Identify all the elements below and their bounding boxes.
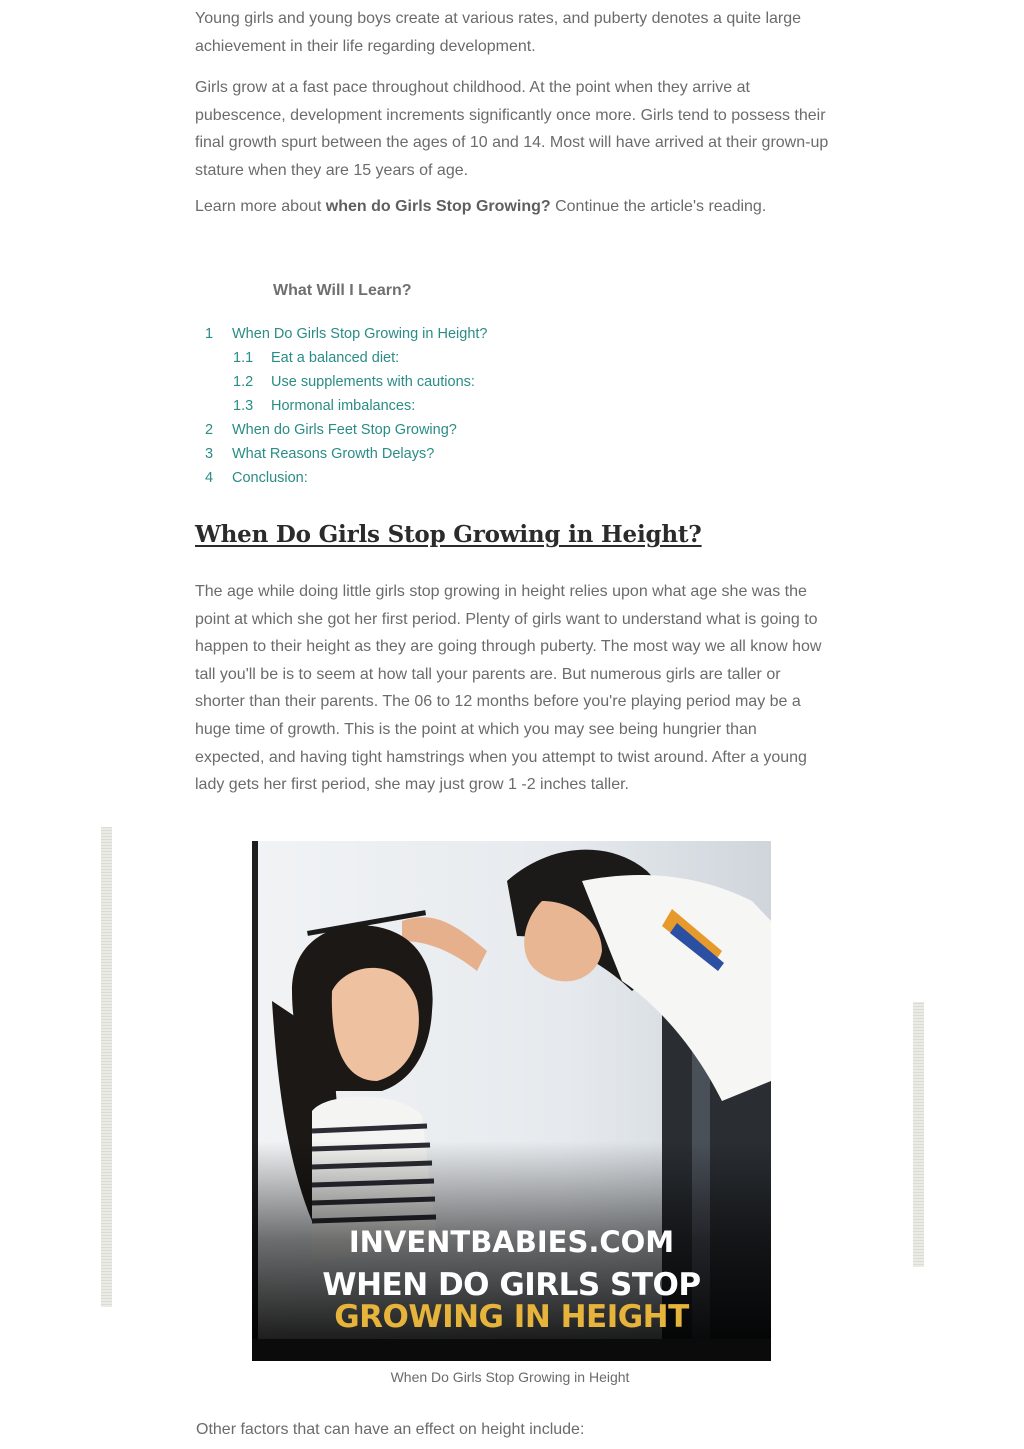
toc-item-number: 4 [205,470,214,486]
article-image [252,841,771,1361]
toc-link-use-supplements[interactable]: Use supplements with cautions: [271,374,475,390]
image-caption: When Do Girls Stop Growing in Height [390,1369,630,1385]
intro-paragraph-1: Young girls and young boys create at various rates, and puberty denotes a quite large achievement in their life regarding development. [195,10,802,55]
left-edge-strip [101,827,112,1307]
image-overlay-title-line-1: WHEN DO GIRLS STOP [322,1267,701,1303]
toc-title: What Will I Learn? [273,282,412,299]
intro-paragraph-3-tail: Continue the article's reading. [550,198,767,215]
intro-paragraph-3 [195,193,830,221]
image-overlay-title-line-2: GROWING IN HEIGHT [334,1299,689,1335]
toc-item-number: 3 [205,446,214,462]
outro-paragraph: Other factors that can have an effect on height include: [196,1421,585,1438]
right-edge-strip [913,1002,924,1267]
toc-item-number: 2 [205,422,214,438]
toc-item-4[interactable] [205,466,487,490]
toc-link-when-do-girls-stop-growing[interactable]: When Do Girls Stop Growing in Height? [232,326,488,342]
toc-link-eat-balanced-diet[interactable]: Eat a balanced diet: [271,350,400,366]
toc-item-number: 1.2 [233,374,254,390]
toc-item-2[interactable] [205,418,487,442]
toc-item-number: 1 [205,326,214,342]
section-heading: When Do Girls Stop Growing in Height? [195,521,702,548]
intro-paragraph-3-bold: when do Girls Stop Growing? [325,198,551,215]
toc-item-1-1[interactable] [205,346,487,370]
toc-link-conclusion[interactable]: Conclusion: [232,470,308,486]
toc-link-growth-delays[interactable]: What Reasons Growth Delays? [232,446,435,462]
section-paragraph: The age while doing little girls stop growing in height relies upon what age she was the point at which she got her first period. Plenty of girls want to understand what is going to happen to their height as they are going through puberty. The most way we all know how tall you'll be is to seem at how tall your parents are. But numerous girls are taller or shorter than their parents. The 06 to 12 months before you're playing period may be a huge time of growth. This is the point at which you may see being hungrier than expected, and having tight hamstrings when you attempt to twist around. After a young lady gets her first period, she may just grow 1 -2 inches taller. [195,583,822,794]
toc-item-1-3[interactable] [205,394,487,418]
table-of-contents [205,322,487,490]
toc-item-1-2[interactable] [205,370,487,394]
toc-item-number: 1.1 [233,350,254,366]
toc-item-number: 1.3 [233,398,254,414]
intro-paragraph-3-lead: Learn more about [195,198,326,215]
toc-item-1[interactable] [205,322,487,346]
toc-link-hormonal-imbalances[interactable]: Hormonal imbalances: [271,398,416,414]
toc-item-3[interactable] [205,442,487,466]
intro-paragraph-2: Girls grow at a fast pace throughout childhood. At the point when they arrive at pubescence, development increments significantly once more. Girls tend to possess their final growth spurt between the ages of 10 and 14. Most will have arrived at their grown-up stature when they are 15 years of age. [195,79,829,179]
image-overlay-site: INVENTBABIES.COM [348,1225,675,1259]
toc-link-girls-feet[interactable]: When do Girls Feet Stop Growing? [232,422,457,438]
